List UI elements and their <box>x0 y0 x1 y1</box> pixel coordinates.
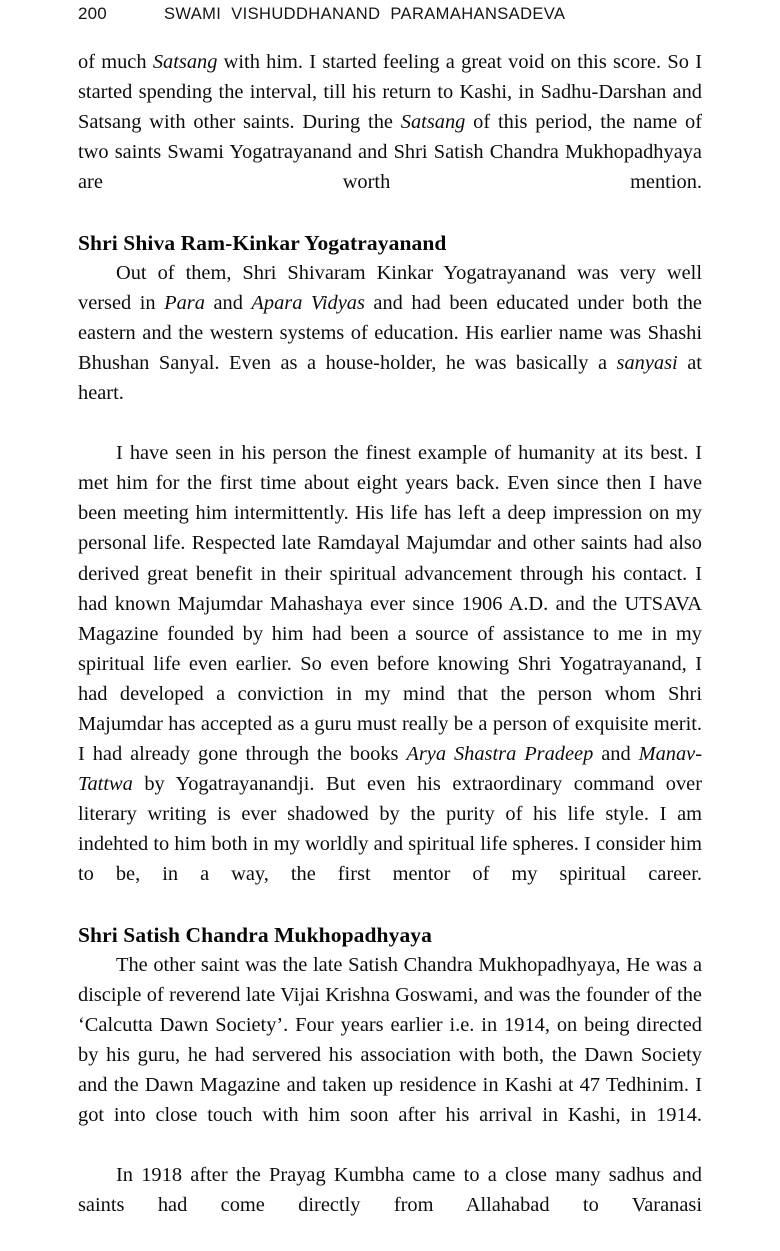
italic-term-apara-vidyas: Apara Vidyas <box>251 291 365 314</box>
paragraph-the-other-saint: The other saint was the late Satish Chandra Mukhopadhyaya, He was a disciple of reverend late Vijai Krishna Goswami, and was the founder of the ‘Calcutta Dawn Society’. Four years earlier i.e. in 1914, on being directed by his guru, he had servered his association with both, the Dawn Society and the Dawn Magazine and taken up residence in Kashi at 47 Tedhinim. I got into close touch with him soon after his arrival in Kashi, in 1914. <box>78 953 702 1127</box>
text-run: Out of them, Shri Shivaram Kinkar Yogatrayanand was very well versed in <box>78 261 702 314</box>
text-run: of this period, the name of two saints Swami Yogatrayanand and Shri Satish Chandra Mukhopadhyaya are worth mention. <box>78 111 702 194</box>
paragraph-i-have-seen <box>78 438 702 920</box>
section-heading-yogatrayanand: Shri Shiva Ram-Kinkar Yogatrayanand <box>78 230 447 255</box>
paragraph-out-of-them <box>78 258 702 439</box>
italic-term-sanyasi: sanyasi <box>616 351 678 374</box>
text-run: by Yogatrayanandji. But even his extraordinary command over literary writing is ever shadowed by the purity of his life style. I am indehted to him both in my worldly and spiritual life spheres. I consider him to be, in a way, the first mentor of my spiritual career. <box>78 773 702 886</box>
text-run: of much <box>78 51 153 73</box>
text-run: with him. I started feeling a great void on this score. So I started spending the interval, till his return to Kashi, in Sadhu-Darshan and Satsang with other saints. During the <box>78 51 703 134</box>
text-run: and <box>204 291 252 314</box>
text-run: I have seen in his person the finest example of humanity at its best. I met him for the first time about eight years back. Even since then I have been meeting him intermittently. His life has left a deep impression on my personal life. Respected late Ramdayal Majumdar and other saints had also derived great benefit in their spiritual advancement through his contact. I had known Majumdar Mahashaya ever since 1906 A.D. and the UTSAVA Magazine founded by him had been a source of assistance to me in my spiritual life even earlier. So even before knowing Shri Yogatrayanand, I had developed a conviction in my mind that the person whom Shri Majumdar has accepted as a guru must really be a person of exquisite merit. I had already gone through the books <box>78 442 702 766</box>
text-column <box>78 47 702 1251</box>
running-head-title: SWAMI VISHUDDHANAND PARAMAHANSADEVA <box>163 5 566 23</box>
section-heading-mukhopadhyaya: Shri Satish Chandra Mukhopadhyaya <box>78 922 432 947</box>
text-run: at heart. <box>78 351 702 404</box>
running-header <box>78 4 702 30</box>
text-run: and had been educated under both the eastern and the western systems of education. His earlier name was Shashi Bhushan Sanyal. Even as a house-holder, he was basically a <box>78 291 702 374</box>
text-run: and <box>593 743 639 766</box>
paragraph-continuation <box>78 47 702 228</box>
italic-term-satsang: Satsang <box>400 111 466 134</box>
page-number: 200 <box>78 4 107 23</box>
italic-title-arya-shastra-pradeep: Arya Shastra Pradeep <box>406 743 594 766</box>
paragraph-in-1918: In 1918 after the Prayag Kumbha came to a close many sadhus and saints had come directly from Allahabad to Varanasi <box>78 1164 702 1217</box>
italic-term-para: Para <box>164 291 205 314</box>
italic-term-satsang: Satsang <box>152 51 218 73</box>
italic-title-manav-tattwa: Manav-Tattwa <box>78 743 703 796</box>
